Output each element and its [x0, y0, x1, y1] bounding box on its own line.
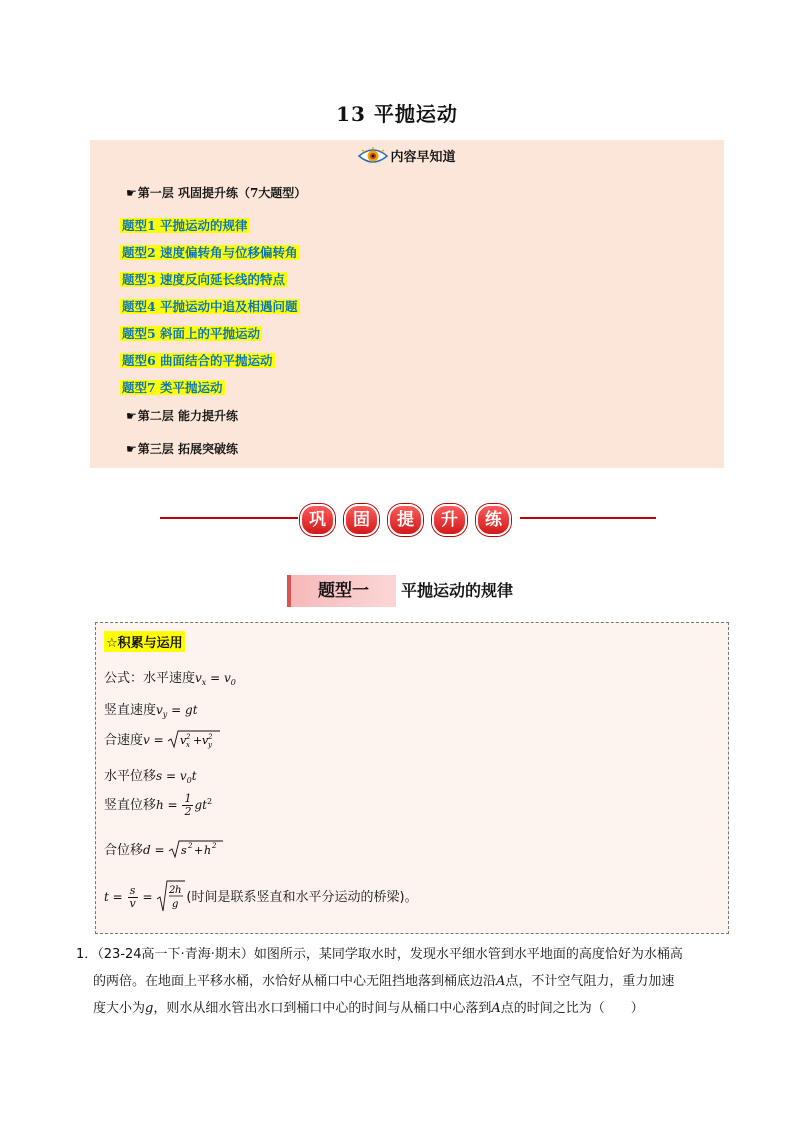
hand-pointer-icon: ☛	[126, 409, 137, 423]
svg-text:v: v	[180, 734, 187, 747]
formula: $v_x = v_0$	[195, 671, 236, 687]
toc-level-3[interactable]: ☛第三层 拓展突破练	[126, 442, 238, 456]
toc-type-item[interactable]: 题型7 类平抛运动	[122, 380, 223, 395]
hand-pointer-icon: ☛	[126, 442, 137, 456]
svg-text:2: 2	[169, 885, 176, 896]
banner-char: 巩	[300, 504, 335, 536]
svg-text:2: 2	[208, 733, 213, 741]
toc-type-item[interactable]: 题型4 平抛运动中追及相遇问题	[122, 299, 298, 314]
page-title: 13 平抛运动	[336, 102, 458, 126]
svg-text:2: 2	[188, 842, 193, 850]
svg-text:s: s	[181, 844, 188, 857]
svg-text:2: 2	[186, 733, 191, 741]
toc-level-2[interactable]: ☛第二层 能力提升练	[126, 409, 238, 423]
banner-char: 练	[476, 504, 511, 536]
formula: $v_y$ = gt	[156, 703, 198, 719]
toc-type-item[interactable]: 题型6 曲面结合的平抛运动	[122, 353, 273, 368]
sqrt-symbol	[156, 879, 186, 916]
banner-char: 固	[344, 504, 379, 536]
toc-level-1[interactable]: ☛第一层 巩固提升练（7大题型）	[126, 186, 307, 200]
toc-panel	[90, 140, 724, 468]
svg-text:v: v	[202, 734, 209, 747]
hand-pointer-icon: ☛	[126, 186, 137, 200]
knowledge-label: ☆积累与运用	[104, 631, 185, 652]
svg-text:2: 2	[212, 842, 217, 850]
banner-char: 升	[432, 504, 467, 536]
svg-text:h: h	[175, 885, 182, 896]
question-type-title: 平抛运动的规律	[401, 581, 514, 600]
question-type-tag: 题型一	[287, 575, 396, 607]
banner-divider-right	[520, 517, 656, 519]
formula-row: 竖直位移h = $\frac{1}{2}$ $gt^2$	[104, 792, 213, 818]
eye-icon	[358, 147, 388, 169]
formula-row: 合位移d = s 2 + h 2	[104, 839, 224, 862]
formula-row: 公式：水平速度$v_x = v_0$	[104, 671, 236, 687]
formula: d = s 2 + h 2	[143, 843, 224, 857]
banner-divider-left	[160, 517, 298, 519]
toc-heading-text: 内容早知道	[390, 150, 456, 165]
toc-type-item[interactable]: 题型3 速度反向延长线的特点	[122, 272, 286, 287]
banner-char: 提	[388, 504, 423, 536]
toc-type-item[interactable]: 题型5 斜面上的平抛运动	[122, 326, 261, 341]
section-banner	[160, 500, 656, 536]
toc-heading	[90, 146, 724, 169]
knowledge-box	[95, 622, 729, 934]
svg-text:g: g	[172, 899, 179, 910]
svg-text:+: +	[194, 844, 204, 857]
toc-type-item[interactable]: 题型1 平抛运动的规律	[122, 218, 248, 233]
sqrt-symbol	[168, 839, 224, 862]
formula-row: 水平位移$s = v_0t$	[104, 769, 197, 785]
formula-row: t = $\frac{s}{v}$ = 2 h g (时间是联系竖直和水平分运动的桥梁)。	[104, 879, 418, 916]
sqrt-symbol	[167, 729, 221, 752]
formula: v = v 2 x + v 2 y	[143, 733, 221, 747]
svg-text:+: +	[193, 734, 203, 747]
svg-text:h: h	[204, 844, 212, 857]
svg-text:y: y	[208, 741, 213, 749]
svg-text:x: x	[186, 741, 191, 749]
formula: h = $\frac{1}{2}$ $gt^2$	[156, 792, 213, 818]
formula: $s = v_0t$	[156, 769, 197, 785]
toc-type-item[interactable]: 题型2 速度偏转角与位移偏转角	[122, 245, 298, 260]
formula-row: 竖直速度$v_y$ = gt	[104, 703, 198, 719]
formula-row: 合速度v = v 2 x + v 2 y	[104, 729, 221, 752]
question-1: 1．（23-24高一下·青海·期末）如图所示，某同学取水时，发现水平细水管到水平地面的高度恰好为水桶高 的两倍。在地面上平移水桶，水恰好从桶口中心无阻挡地落到桶底边沿A点，不计空气阻力，重力加速 度大小为g，则水从细水管出水口到桶口中心的时间与从桶口中心落到A点的时间之比为（ ）	[76, 947, 683, 1016]
formula: t = $\frac{s}{v}$ = 2 h g	[104, 890, 186, 904]
